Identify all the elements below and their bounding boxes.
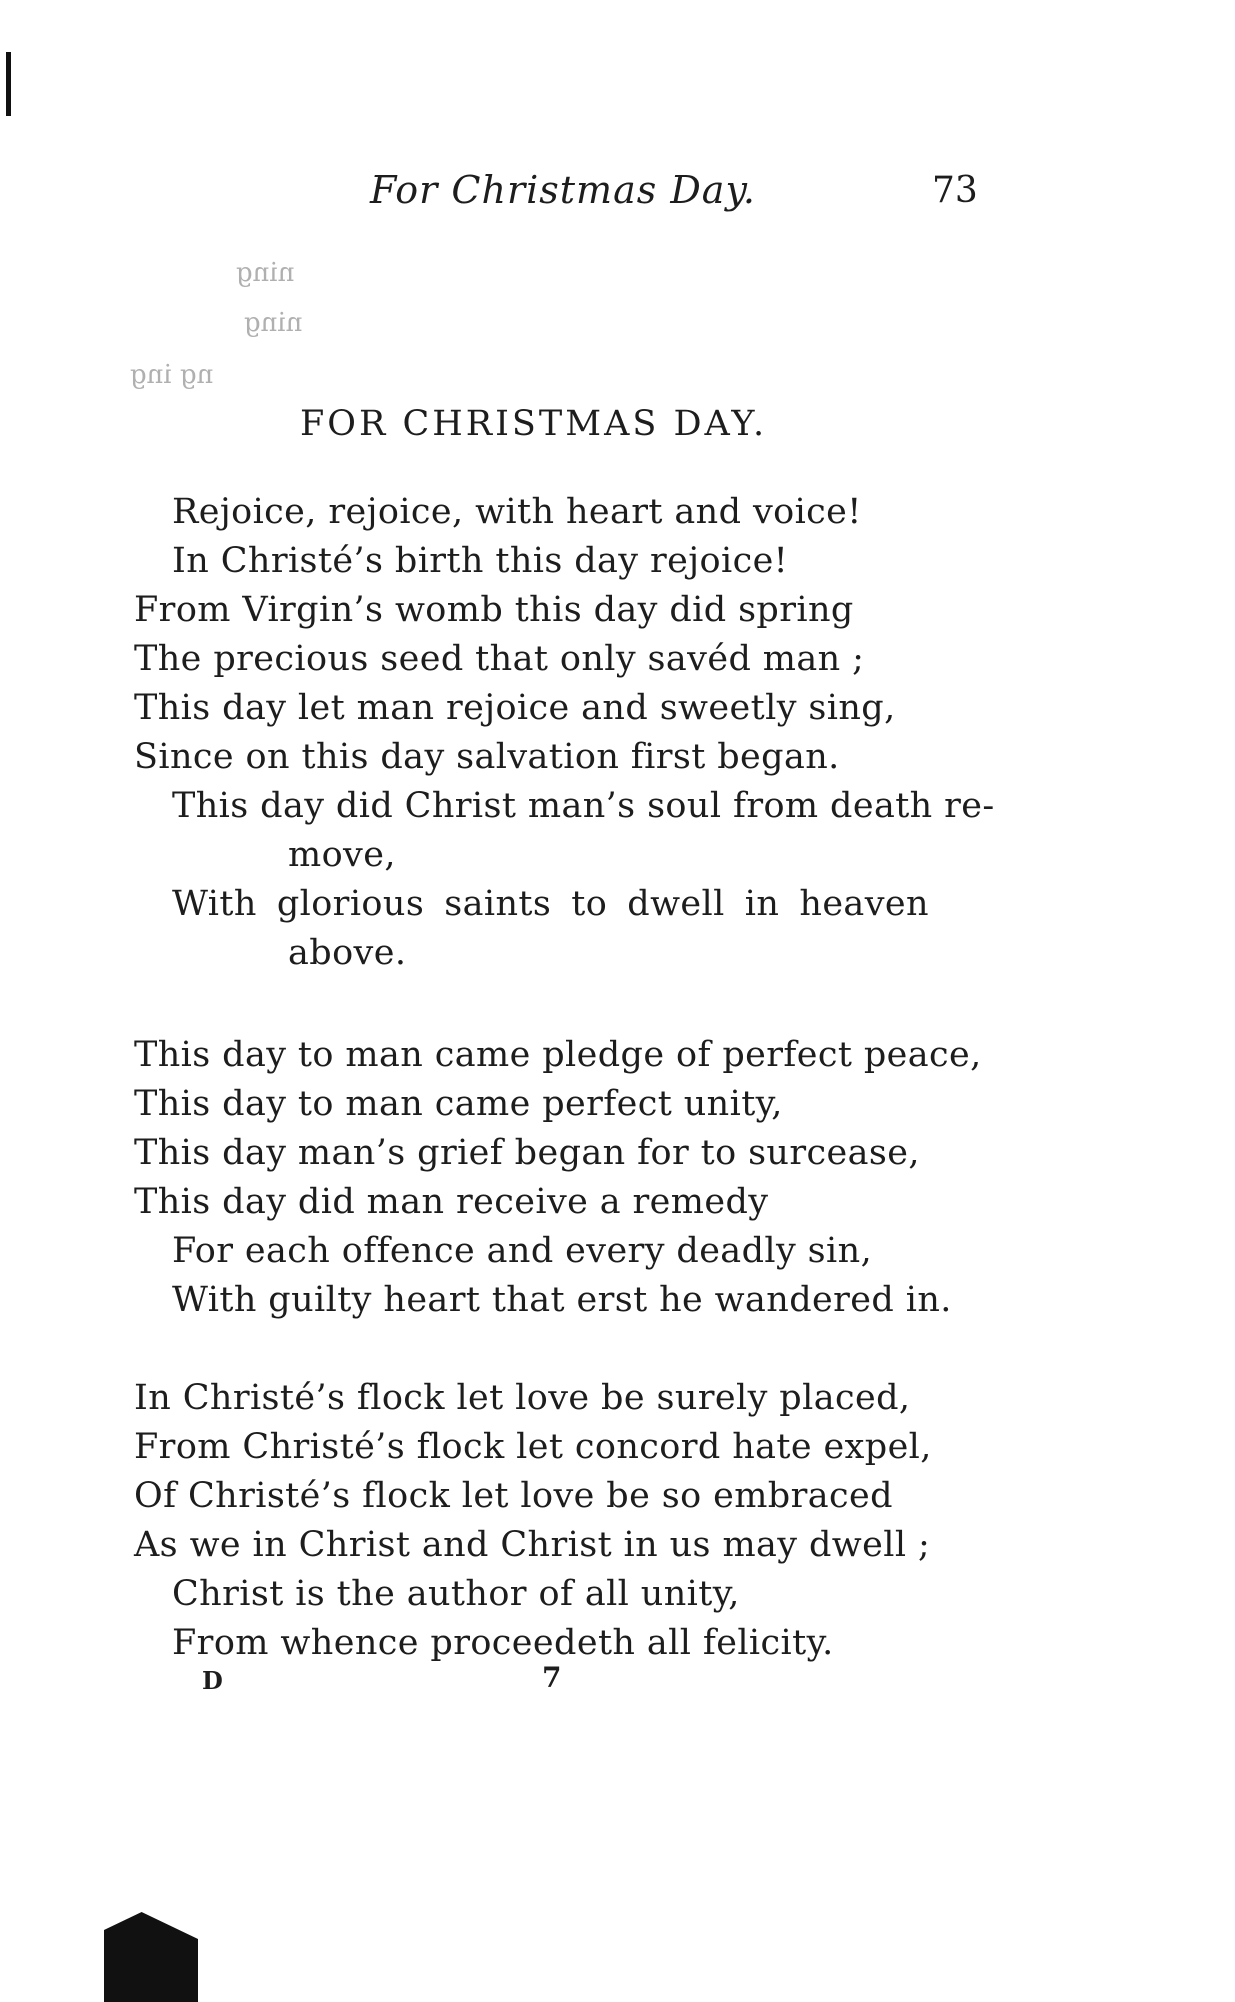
poem-line: This day did man receive a remedy [134, 1182, 769, 1222]
poem-line: With guilty heart that erst he wandered in. [172, 1280, 952, 1320]
signature-number: 7 [542, 1661, 562, 1694]
bleed-through-text: ning [244, 308, 303, 338]
poem-line: As we in Christ and Christ in us may dwell ; [134, 1525, 931, 1565]
poem-line: From Christé’s flock let concord hate expel, [134, 1427, 932, 1467]
poem-line: From Virgin’s womb this day did spring [134, 590, 854, 630]
word: glorious [276, 884, 425, 924]
word: With [172, 884, 257, 924]
poem-line [172, 884, 929, 924]
poem-line: This day man’s grief began for to surcease, [134, 1133, 920, 1173]
poem-line: For each offence and every deadly sin, [172, 1231, 873, 1271]
poem-line: This day did Christ man’s soul from death re- [172, 786, 995, 826]
word: in [744, 884, 780, 924]
poem-line: From whence proceedeth all felicity. [172, 1623, 834, 1663]
bleed-through-text: ng ing [130, 360, 214, 390]
poem-line: Since on this day salvation first began. [134, 737, 840, 777]
poem-line: This day to man came perfect unity, [134, 1084, 783, 1124]
poem-line: Of Christé’s flock let love be so embraced [134, 1476, 893, 1516]
word: saints [444, 884, 552, 924]
poem-line: Rejoice, rejoice, with heart and voice! [172, 492, 862, 532]
scan-edge-mark [6, 52, 11, 116]
poem-line: above. [288, 933, 407, 973]
poem-line: Christ is the author of all unity, [172, 1574, 740, 1614]
word: to [571, 884, 608, 924]
poem-line: This day let man rejoice and sweetly sing, [134, 688, 896, 728]
page-number: 73 [932, 170, 978, 211]
poem-line: In Christé’s birth this day rejoice! [172, 541, 789, 581]
signature-mark: D [202, 1666, 223, 1695]
poem-line: This day to man came pledge of perfect peace, [134, 1035, 982, 1075]
poem-line: move, [288, 835, 396, 875]
bleed-through-text: ning [236, 258, 295, 288]
poem-title: FOR CHRISTMAS DAY. [300, 404, 768, 444]
word: heaven [799, 884, 929, 924]
poem-line: The precious seed that only savéd man ; [134, 639, 865, 679]
running-head: For Christmas Day. [370, 168, 756, 212]
poem-line: In Christé’s flock let love be surely placed, [134, 1378, 911, 1418]
scan-edge-mark [104, 1912, 198, 2002]
word: dwell [627, 884, 725, 924]
